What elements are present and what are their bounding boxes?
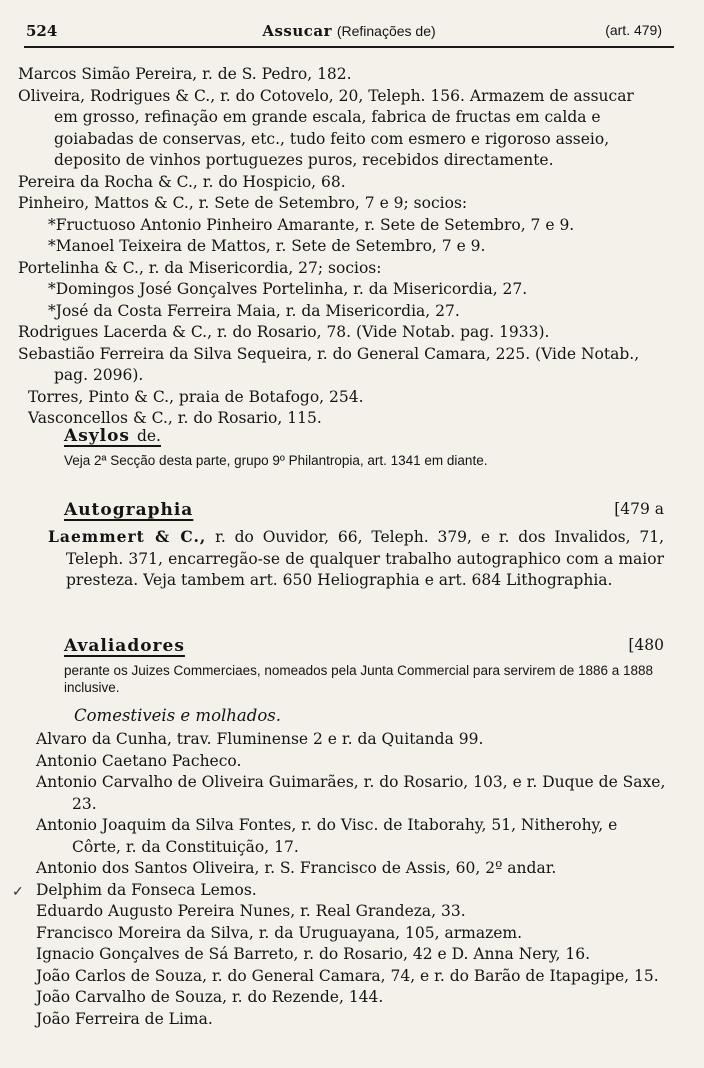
running-title-sub: (Refinações de) — [336, 23, 436, 39]
running-title-main: Assucar — [262, 22, 333, 40]
subheading: Comestiveis e molhados. — [74, 706, 281, 725]
asylos-note: Veja 2ª Secção desta parte, grupo 9º Philantropia, art. 1341 em diante. — [64, 453, 488, 468]
list-item: Delphim da Fonseca Lemos. — [36, 880, 257, 899]
list-item: Pinheiro, Mattos & C., r. Sete de Setembro, 7 e 9; socios: — [18, 194, 468, 212]
article-number: [479 a — [614, 500, 664, 518]
firm-details: r. do Ouvidor, 66, Teleph. 379, e r. dos Invalidos, 71, Teleph. 371, encarregão-se de qualquer trabalho autographico com a maior presteza. Veja tambem art. 650 Heliographia e art. 684 Lithographia. — [66, 528, 665, 589]
list-item: Alvaro da Cunha, trav. Fluminense 2 e r. da Quitanda 99. — [36, 730, 484, 748]
list-item: Francisco Moreira da Silva, r. da Uruguayana, 105, armazem. — [36, 923, 523, 942]
list-item: Antonio Carvalho de Oliveira Guimarães, r. do Rosario, 103, e r. Duque de Saxe, 23. — [36, 773, 666, 813]
list-item: Pereira da Rocha & C., r. do Hospicio, 68. — [18, 172, 346, 191]
list-item: Torres, Pinto & C., praia de Botafogo, 254. — [28, 387, 364, 406]
list-item: Antonio dos Santos Oliveira, r. S. Francisco de Assis, 60, 2º andar. — [36, 859, 557, 877]
avaliadores-note: perante os Juizes Commerciaes, nomeados pela Junta Commercial para servirem de 1886 a 1888 inclusive. — [64, 663, 654, 695]
avaliadores-list — [36, 729, 666, 1030]
list-item: Vasconcellos & C., r. do Rosario, 115. — [28, 409, 322, 427]
section-title-avaliadores: Avaliadores — [64, 636, 185, 656]
running-title — [24, 22, 674, 40]
list-item: *Manoel Teixeira de Mattos, r. Sete de Setembro, 7 e 9. — [48, 237, 486, 255]
list-item: Antonio Joaquim da Silva Fontes, r. do Visc. de Itaborahy, 51, Nitherohy, e Côrte, r. da Constituição, 17. — [36, 816, 618, 856]
page-header — [24, 20, 674, 48]
autographia-entry — [30, 526, 664, 592]
page-number: 524 — [26, 22, 58, 40]
list-item: *Fructuoso Antonio Pinheiro Amarante, r. Sete de Setembro, 7 e 9. — [48, 215, 575, 234]
list-item: João Ferreira de Lima. — [36, 1009, 213, 1028]
section-title-asylos: Asylos de. — [64, 426, 161, 446]
assucar-list — [18, 64, 658, 430]
list-item: *Domingos José Gonçalves Portelinha, r. da Misericordia, 27. — [48, 280, 528, 298]
list-item: Eduardo Augusto Pereira Nunes, r. Real Grandeza, 33. — [36, 902, 466, 920]
list-item: Portelinha & C., r. da Misericordia, 27; socios: — [18, 258, 382, 277]
list-item: Oliveira, Rodrigues & C., r. do Cotovelo, 20, Teleph. 156. Armazem de assucar em grosso, refinação em grande escala, fabrica de fructas em calda e goiabadas de conservas, etc., tudo feito com esmero e rigoroso asseio, deposito de vinhos portuguezes puros, recebidos directamente. — [18, 86, 634, 169]
list-item: João Carlos de Souza, r. do General Camara, 74, e r. do Barão de Itapagipe, 15. — [36, 966, 659, 985]
section-title-tail: de. — [136, 427, 161, 445]
list-item: João Carvalho de Souza, r. do Rezende, 144. — [36, 988, 384, 1006]
list-item: Marcos Simão Pereira, r. de S. Pedro, 182. — [18, 65, 352, 83]
firm-name: Laemmert & C., — [48, 527, 207, 546]
list-item: Sebastião Ferreira da Silva Sequeira, r. do General Camara, 225. (Vide Notab., pag. 2096). — [18, 344, 640, 384]
section-title-autographia: Autographia — [64, 500, 194, 520]
article-number: [480 — [628, 636, 664, 654]
list-item: Rodrigues Lacerda & C., r. do Rosario, 78. (Vide Notab. pag. 1933). — [18, 323, 550, 341]
article-ref: (art. 479) — [605, 22, 662, 38]
list-item: Antonio Caetano Pacheco. — [36, 751, 242, 770]
check-mark-icon: ✓ — [12, 884, 24, 900]
list-item: Ignacio Gonçalves de Sá Barreto, r. do Rosario, 42 e D. Anna Nery, 16. — [36, 945, 591, 963]
list-item: *José da Costa Ferreira Maia, r. da Misericordia, 27. — [48, 301, 460, 320]
